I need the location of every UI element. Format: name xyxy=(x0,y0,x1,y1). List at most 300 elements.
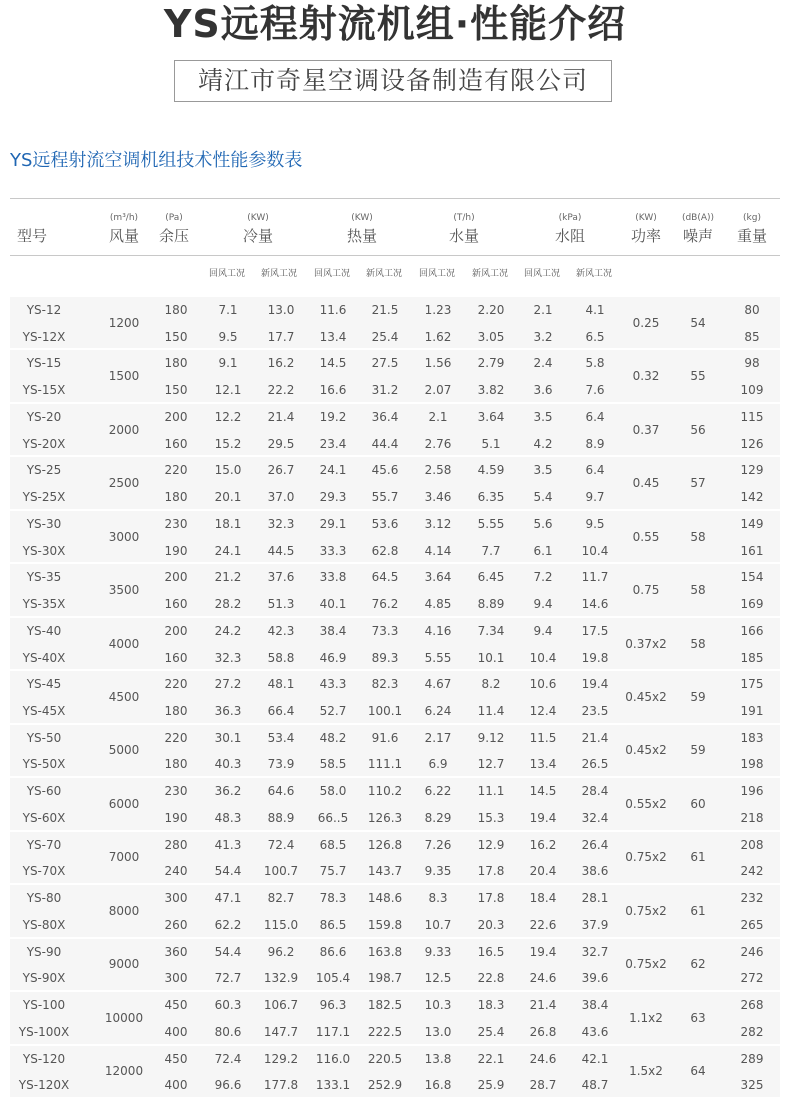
cool-n-cell: 115.0 xyxy=(263,917,299,932)
weight-cell: 325 xyxy=(740,1078,764,1093)
res-r-cell: 19.4 xyxy=(529,810,557,825)
heat-r-cell: 29.3 xyxy=(319,490,347,505)
airflow-cell: 3000 xyxy=(108,529,140,544)
water-n-cell: 2.20 xyxy=(477,303,505,317)
water-r-cell: 2.1 xyxy=(428,409,448,424)
heat-n-cell: 53.6 xyxy=(371,516,399,531)
water-r-cell: 1.62 xyxy=(424,329,452,344)
pressure-cell: 180 xyxy=(164,703,188,718)
cool-r-cell: 7.1 xyxy=(218,303,238,317)
res-r-cell: 3.2 xyxy=(533,329,553,344)
water-r-cell: 3.12 xyxy=(424,516,452,531)
water-n-cell: 3.82 xyxy=(477,383,505,398)
water-r-cell: 13.8 xyxy=(424,1051,452,1066)
cool-n-cell: 37.6 xyxy=(267,570,295,585)
cool-n-cell: 129.2 xyxy=(263,1051,299,1066)
heat-r-cell: 38.4 xyxy=(319,623,347,638)
water-n-cell: 5.55 xyxy=(477,516,505,531)
res-r-cell: 7.2 xyxy=(533,570,553,585)
res-r-cell: 16.2 xyxy=(529,837,557,852)
heat-n-cell: 182.5 xyxy=(367,998,403,1013)
sub-header-6: 回风工况 xyxy=(523,269,560,279)
cool-r-cell: 72.7 xyxy=(214,971,242,986)
noise-cell: 59 xyxy=(690,743,706,758)
pressure-cell: 190 xyxy=(164,810,188,825)
airflow-cell: 1500 xyxy=(108,369,140,384)
pressure-cell: 400 xyxy=(164,1024,188,1039)
pressure-cell: 160 xyxy=(164,597,188,612)
column-header-5: 水量 xyxy=(448,227,479,245)
sub-header-1: 新风工况 xyxy=(260,269,297,279)
heat-n-cell: 110.2 xyxy=(367,784,403,799)
model-cell: YS-50 xyxy=(26,730,62,745)
res-r-cell: 13.4 xyxy=(529,757,557,772)
heat-n-cell: 91.6 xyxy=(371,730,399,745)
heat-r-cell: 68.5 xyxy=(319,837,347,852)
power-cell: 1.1x2 xyxy=(629,1010,663,1025)
cool-r-cell: 54.4 xyxy=(214,864,242,879)
noise-cell: 63 xyxy=(690,1010,706,1025)
water-n-cell: 18.3 xyxy=(477,998,505,1013)
water-n-cell: 20.3 xyxy=(477,917,505,932)
column-header-9: 重量 xyxy=(736,227,767,245)
heat-r-cell: 58.0 xyxy=(319,784,347,799)
water-r-cell: 8.29 xyxy=(424,810,452,825)
water-r-cell: 3.46 xyxy=(424,490,452,505)
res-r-cell: 3.6 xyxy=(533,383,553,398)
model-cell: YS-45 xyxy=(26,677,62,692)
pressure-cell: 190 xyxy=(164,543,188,558)
water-r-cell: 9.33 xyxy=(424,944,452,959)
heat-n-cell: 159.8 xyxy=(367,917,403,932)
water-r-cell: 2.17 xyxy=(424,730,452,745)
res-r-cell: 21.4 xyxy=(529,998,557,1013)
cool-n-cell: 21.4 xyxy=(267,409,295,424)
res-n-cell: 48.7 xyxy=(581,1078,609,1093)
pressure-cell: 450 xyxy=(164,998,188,1013)
airflow-cell: 12000 xyxy=(104,1064,144,1079)
pressure-cell: 220 xyxy=(164,730,188,745)
pressure-cell: 180 xyxy=(164,356,188,371)
water-r-cell: 7.26 xyxy=(424,837,452,852)
weight-cell: 242 xyxy=(740,864,764,879)
power-cell: 0.45 xyxy=(632,476,660,491)
res-n-cell: 26.4 xyxy=(581,837,609,852)
power-cell: 1.5x2 xyxy=(629,1064,663,1079)
heat-r-cell: 86.6 xyxy=(319,944,347,959)
water-n-cell: 16.5 xyxy=(477,944,505,959)
power-cell: 0.25 xyxy=(632,315,660,330)
noise-cell: 58 xyxy=(690,583,706,598)
power-cell: 0.75x2 xyxy=(625,850,667,865)
column-unit-2: (Pa) xyxy=(165,213,183,223)
heat-n-cell: 111.1 xyxy=(367,757,403,772)
model-cell: YS-30 xyxy=(26,516,62,531)
cool-n-cell: 53.4 xyxy=(267,730,295,745)
pressure-cell: 160 xyxy=(164,436,188,451)
res-r-cell: 10.4 xyxy=(529,650,557,665)
water-r-cell: 1.56 xyxy=(424,356,452,371)
power-cell: 0.37 xyxy=(632,422,660,437)
heat-n-cell: 21.5 xyxy=(371,303,399,317)
power-cell: 0.75 xyxy=(632,583,660,598)
airflow-cell: 10000 xyxy=(104,1010,144,1025)
model-cell: YS-30X xyxy=(22,543,66,558)
weight-cell: 246 xyxy=(740,944,764,959)
weight-cell: 272 xyxy=(740,971,764,986)
res-n-cell: 6.4 xyxy=(585,463,605,478)
model-cell: YS-90 xyxy=(26,944,62,959)
res-n-cell: 5.8 xyxy=(585,356,605,371)
res-r-cell: 22.6 xyxy=(529,917,557,932)
model-cell: YS-90X xyxy=(22,971,66,986)
model-cell: YS-100X xyxy=(18,1024,70,1039)
water-r-cell: 13.0 xyxy=(424,1024,452,1039)
water-r-cell: 4.14 xyxy=(424,543,452,558)
water-r-cell: 16.8 xyxy=(424,1078,452,1093)
column-header-3: 冷量 xyxy=(242,227,273,245)
airflow-cell: 1200 xyxy=(108,315,140,330)
heat-n-cell: 220.5 xyxy=(367,1051,403,1066)
cool-r-cell: 36.3 xyxy=(214,703,242,718)
cool-r-cell: 72.4 xyxy=(214,1051,242,1066)
res-n-cell: 39.6 xyxy=(581,971,609,986)
res-n-cell: 9.5 xyxy=(585,516,605,531)
column-unit-3: (KW) xyxy=(247,213,269,223)
water-r-cell: 12.5 xyxy=(424,971,452,986)
cool-r-cell: 12.2 xyxy=(214,409,242,424)
res-r-cell: 3.5 xyxy=(533,409,553,424)
cool-r-cell: 60.3 xyxy=(214,998,242,1013)
airflow-cell: 6000 xyxy=(108,796,140,811)
noise-cell: 58 xyxy=(690,529,706,544)
column-unit-5: (T/h) xyxy=(453,213,475,223)
airflow-cell: 5000 xyxy=(108,743,140,758)
heat-n-cell: 126.8 xyxy=(367,837,403,852)
noise-cell: 55 xyxy=(690,369,706,384)
cool-r-cell: 15.0 xyxy=(214,463,242,478)
res-r-cell: 18.4 xyxy=(529,891,557,906)
weight-cell: 282 xyxy=(740,1024,764,1039)
cool-r-cell: 24.1 xyxy=(214,543,242,558)
model-cell: YS-35X xyxy=(22,597,66,612)
pressure-cell: 230 xyxy=(164,784,188,799)
column-unit-9: (kg) xyxy=(743,213,761,223)
sub-header-7: 新风工况 xyxy=(575,269,612,279)
model-cell: YS-80X xyxy=(22,917,66,932)
water-n-cell: 7.34 xyxy=(477,623,505,638)
cool-n-cell: 100.7 xyxy=(263,864,299,879)
res-n-cell: 8.9 xyxy=(585,436,605,451)
water-r-cell: 6.24 xyxy=(424,703,452,718)
pressure-cell: 150 xyxy=(164,383,188,398)
column-header-2: 余压 xyxy=(158,227,189,245)
heat-n-cell: 44.4 xyxy=(371,436,399,451)
pressure-cell: 150 xyxy=(164,329,188,344)
water-r-cell: 6.22 xyxy=(424,784,452,799)
cool-n-cell: 32.3 xyxy=(267,516,295,531)
sub-header-0: 回风工况 xyxy=(208,269,245,279)
cool-r-cell: 27.2 xyxy=(214,677,242,692)
cool-n-cell: 132.9 xyxy=(263,971,299,986)
cool-r-cell: 9.5 xyxy=(218,329,238,344)
res-r-cell: 2.4 xyxy=(533,356,553,371)
column-header-8: 噪声 xyxy=(682,227,713,245)
water-n-cell: 25.9 xyxy=(477,1078,505,1093)
weight-cell: 198 xyxy=(740,757,764,772)
water-n-cell: 17.8 xyxy=(477,891,505,906)
model-cell: YS-70X xyxy=(22,864,66,879)
res-n-cell: 4.1 xyxy=(585,303,605,317)
power-cell: 0.55x2 xyxy=(625,796,667,811)
weight-cell: 268 xyxy=(740,998,764,1013)
heat-r-cell: 29.1 xyxy=(319,516,347,531)
heat-r-cell: 40.1 xyxy=(319,597,347,612)
water-n-cell: 9.12 xyxy=(477,730,505,745)
res-r-cell: 9.4 xyxy=(533,597,553,612)
column-unit-7: (KW) xyxy=(635,213,657,223)
column-unit-4: (KW) xyxy=(351,213,373,223)
cool-r-cell: 12.1 xyxy=(214,383,242,398)
pressure-cell: 280 xyxy=(164,837,188,852)
sub-header-3: 新风工况 xyxy=(365,269,402,279)
water-r-cell: 10.7 xyxy=(424,917,452,932)
cool-r-cell: 24.2 xyxy=(214,623,242,638)
pressure-cell: 360 xyxy=(164,944,188,959)
cool-r-cell: 47.1 xyxy=(214,891,242,906)
res-n-cell: 38.6 xyxy=(581,864,609,879)
cool-n-cell: 51.3 xyxy=(267,597,295,612)
cool-n-cell: 88.9 xyxy=(267,810,295,825)
res-r-cell: 20.4 xyxy=(529,864,557,879)
heat-n-cell: 31.2 xyxy=(371,383,399,398)
cool-n-cell: 44.5 xyxy=(267,543,295,558)
pressure-cell: 400 xyxy=(164,1078,188,1093)
heat-r-cell: 48.2 xyxy=(319,730,347,745)
noise-cell: 62 xyxy=(690,957,706,972)
water-r-cell: 8.3 xyxy=(428,891,448,906)
airflow-cell: 2500 xyxy=(108,476,140,491)
heat-n-cell: 55.7 xyxy=(371,490,399,505)
column-header-6: 水阻 xyxy=(554,227,585,245)
heat-n-cell: 89.3 xyxy=(371,650,399,665)
pressure-cell: 220 xyxy=(164,677,188,692)
heat-n-cell: 222.5 xyxy=(367,1024,403,1039)
cool-n-cell: 58.8 xyxy=(267,650,295,665)
model-cell: YS-60 xyxy=(26,784,62,799)
cool-r-cell: 36.2 xyxy=(214,784,242,799)
heat-n-cell: 100.1 xyxy=(367,703,403,718)
res-n-cell: 19.4 xyxy=(581,677,609,692)
column-header-7: 功率 xyxy=(630,227,661,245)
noise-cell: 60 xyxy=(690,796,706,811)
table-top-rule xyxy=(10,198,780,199)
water-n-cell: 8.89 xyxy=(477,597,505,612)
res-n-cell: 38.4 xyxy=(581,998,609,1013)
cool-n-cell: 42.3 xyxy=(267,623,295,638)
water-n-cell: 11.1 xyxy=(477,784,505,799)
cool-r-cell: 40.3 xyxy=(214,757,242,772)
weight-cell: 232 xyxy=(740,891,764,906)
column-unit-6: (kPa) xyxy=(558,213,582,223)
heat-r-cell: 75.7 xyxy=(319,864,347,879)
cool-r-cell: 80.6 xyxy=(214,1024,242,1039)
res-n-cell: 23.5 xyxy=(581,703,609,718)
heat-r-cell: 33.8 xyxy=(319,570,347,585)
weight-cell: 109 xyxy=(740,383,764,398)
model-cell: YS-20X xyxy=(22,436,66,451)
heat-n-cell: 25.4 xyxy=(371,329,399,344)
cool-n-cell: 22.2 xyxy=(267,383,295,398)
table-title: YS远程射流空调机组技术性能参数表 xyxy=(10,150,303,171)
res-r-cell: 5.6 xyxy=(533,516,553,531)
water-n-cell: 5.1 xyxy=(481,436,501,451)
cool-n-cell: 29.5 xyxy=(267,436,295,451)
weight-cell: 166 xyxy=(740,623,764,638)
weight-cell: 169 xyxy=(740,597,764,612)
model-cell: YS-70 xyxy=(26,837,62,852)
model-cell: YS-20 xyxy=(26,409,62,424)
res-n-cell: 32.4 xyxy=(581,810,609,825)
res-n-cell: 6.5 xyxy=(585,329,605,344)
heat-n-cell: 27.5 xyxy=(371,356,399,371)
weight-cell: 218 xyxy=(740,810,764,825)
model-cell: YS-120 xyxy=(22,1051,66,1066)
model-cell: YS-25 xyxy=(26,463,62,478)
noise-cell: 57 xyxy=(690,476,706,491)
res-n-cell: 42.1 xyxy=(581,1051,609,1066)
heat-r-cell: 13.4 xyxy=(319,329,347,344)
res-n-cell: 17.5 xyxy=(581,623,609,638)
weight-cell: 289 xyxy=(740,1051,764,1066)
res-n-cell: 14.6 xyxy=(581,597,609,612)
heat-r-cell: 46.9 xyxy=(319,650,347,665)
pressure-cell: 240 xyxy=(164,864,188,879)
cool-r-cell: 18.1 xyxy=(214,516,242,531)
heat-r-cell: 52.7 xyxy=(319,703,347,718)
power-cell: 0.32 xyxy=(632,369,660,384)
heat-n-cell: 82.3 xyxy=(371,677,399,692)
heat-n-cell: 76.2 xyxy=(371,597,399,612)
water-n-cell: 8.2 xyxy=(481,677,501,692)
power-cell: 0.75x2 xyxy=(625,903,667,918)
column-unit-8: (dB(A)) xyxy=(681,213,715,223)
airflow-cell: 8000 xyxy=(108,903,140,918)
cool-r-cell: 48.3 xyxy=(214,810,242,825)
airflow-cell: 9000 xyxy=(108,957,140,972)
model-cell: YS-12 xyxy=(26,303,62,317)
page-title: YS远程射流机组·性能介绍 xyxy=(163,2,627,46)
power-cell: 0.45x2 xyxy=(625,690,667,705)
water-r-cell: 1.23 xyxy=(424,303,452,317)
model-cell: YS-40X xyxy=(22,650,66,665)
airflow-cell: 7000 xyxy=(108,850,140,865)
cool-n-cell: 48.1 xyxy=(267,677,295,692)
airflow-cell: 4500 xyxy=(108,690,140,705)
weight-cell: 149 xyxy=(740,516,764,531)
cool-r-cell: 41.3 xyxy=(214,837,242,852)
res-r-cell: 4.2 xyxy=(533,436,553,451)
sub-header-5: 新风工况 xyxy=(471,269,508,279)
noise-cell: 54 xyxy=(690,315,706,330)
water-n-cell: 22.8 xyxy=(477,971,505,986)
water-n-cell: 22.1 xyxy=(477,1051,505,1066)
water-r-cell: 4.16 xyxy=(424,623,452,638)
res-n-cell: 9.7 xyxy=(585,490,605,505)
res-n-cell: 28.1 xyxy=(581,891,609,906)
cool-r-cell: 96.6 xyxy=(214,1078,242,1093)
pressure-cell: 160 xyxy=(164,650,188,665)
heat-r-cell: 116.0 xyxy=(315,1051,351,1066)
heat-r-cell: 16.6 xyxy=(319,383,347,398)
heat-r-cell: 14.5 xyxy=(319,356,347,371)
weight-cell: 185 xyxy=(740,650,764,665)
heat-n-cell: 163.8 xyxy=(367,944,403,959)
water-r-cell: 2.07 xyxy=(424,383,452,398)
weight-cell: 191 xyxy=(740,703,764,718)
water-n-cell: 7.7 xyxy=(481,543,501,558)
water-n-cell: 6.45 xyxy=(477,570,505,585)
noise-cell: 61 xyxy=(690,850,706,865)
heat-n-cell: 73.3 xyxy=(371,623,399,638)
cool-n-cell: 64.6 xyxy=(267,784,295,799)
pressure-cell: 200 xyxy=(164,623,188,638)
water-r-cell: 2.58 xyxy=(424,463,452,478)
weight-cell: 208 xyxy=(740,837,764,852)
cool-n-cell: 13.0 xyxy=(267,303,295,317)
res-r-cell: 11.5 xyxy=(529,730,557,745)
water-r-cell: 4.67 xyxy=(424,677,452,692)
res-r-cell: 6.1 xyxy=(533,543,553,558)
pressure-cell: 450 xyxy=(164,1051,188,1066)
water-n-cell: 2.79 xyxy=(477,356,505,371)
water-r-cell: 6.9 xyxy=(428,757,448,772)
cool-r-cell: 20.1 xyxy=(214,490,242,505)
heat-r-cell: 86.5 xyxy=(319,917,347,932)
water-n-cell: 11.4 xyxy=(477,703,505,718)
weight-cell: 126 xyxy=(740,436,764,451)
pressure-cell: 200 xyxy=(164,570,188,585)
water-n-cell: 4.59 xyxy=(477,463,505,478)
noise-cell: 61 xyxy=(690,903,706,918)
pressure-cell: 180 xyxy=(164,490,188,505)
weight-cell: 175 xyxy=(740,677,764,692)
weight-cell: 183 xyxy=(740,730,764,745)
cool-r-cell: 62.2 xyxy=(214,917,242,932)
weight-cell: 85 xyxy=(744,329,760,344)
pressure-cell: 180 xyxy=(164,757,188,772)
cool-n-cell: 26.7 xyxy=(267,463,295,478)
company-name: 靖江市奇星空调设备制造有限公司 xyxy=(174,60,612,102)
res-r-cell: 12.4 xyxy=(529,703,557,718)
noise-cell: 56 xyxy=(690,422,706,437)
water-n-cell: 6.35 xyxy=(477,490,505,505)
water-r-cell: 5.55 xyxy=(424,650,452,665)
water-n-cell: 3.64 xyxy=(477,409,505,424)
power-cell: 0.75x2 xyxy=(625,957,667,972)
column-header-1: 风量 xyxy=(108,227,139,245)
weight-cell: 142 xyxy=(740,490,764,505)
heat-n-cell: 36.4 xyxy=(371,409,399,424)
model-cell: YS-100 xyxy=(22,998,66,1013)
pressure-cell: 300 xyxy=(164,891,188,906)
column-header-4: 热量 xyxy=(346,227,377,245)
noise-cell: 59 xyxy=(690,690,706,705)
water-r-cell: 10.3 xyxy=(424,998,452,1013)
heat-n-cell: 198.7 xyxy=(367,971,403,986)
res-n-cell: 37.9 xyxy=(581,917,609,932)
pressure-cell: 180 xyxy=(164,303,188,317)
